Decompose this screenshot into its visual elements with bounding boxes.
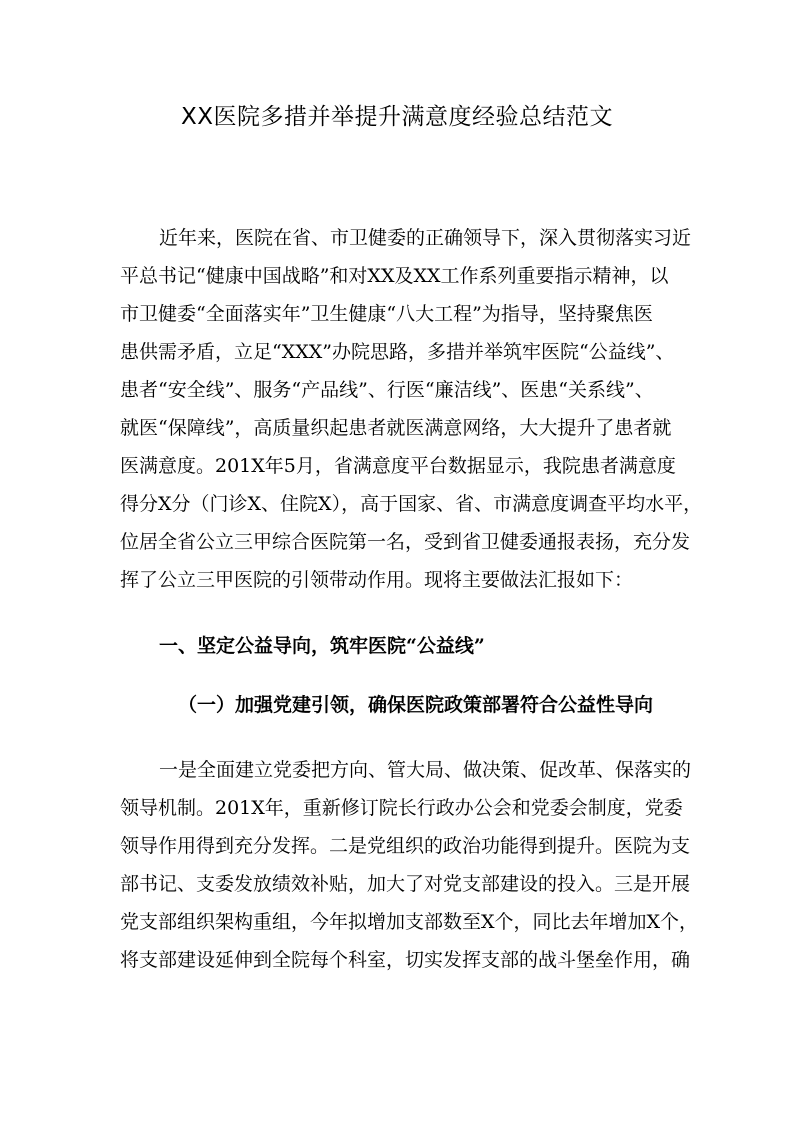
paragraph-line: 位居全省公立三甲综合医院第一名，受到省卫健委通报表扬，充分发 — [120, 531, 691, 553]
paragraph-line: 患者“安全线”、服务“产品线”、行医“廉洁线”、医患“关系线”、 — [120, 379, 654, 401]
paragraph-line: 平总书记“健康中国战略”和对XX及XX工作系列重要指示精神，以 — [120, 265, 669, 287]
paragraph-line: 领导机制。201X年，重新修订院长行政办公会和党委会制度，党委 — [120, 797, 683, 819]
paragraph-line: 医满意度。201X年5月，省满意度平台数据显示，我院患者满意度 — [120, 455, 676, 477]
section-heading-1: 一、坚定公益导向，筑牢医院“公益线” — [159, 635, 485, 657]
document-title: XX医院多措并举提升满意度经验总结范文 — [180, 104, 613, 130]
paragraph-line: 一是全面建立党委把方向、管大局、做决策、促改革、保落实的 — [159, 759, 692, 781]
paragraph-line: 部书记、支委发放绩效补贴，加大了对党支部建设的投入。三是开展 — [120, 873, 691, 895]
paragraph-line: 将支部建设延伸到全院每个科室，切实发挥支部的战斗堡垒作用，确 — [120, 949, 691, 971]
paragraph-line: 就医“保障线”，高质量织起患者就医满意网络，大大提升了患者就 — [120, 417, 672, 439]
paragraph-line: 患供需矛盾，立足“XXX”办院思路，多措并举筑牢医院“公益线”、 — [120, 341, 675, 363]
paragraph-line: 得分X分（门诊X、住院X），高于国家、省、市满意度调查平均水平， — [120, 493, 703, 515]
paragraph-line: 党支部组织架构重组，今年拟增加支部数至X个，同比去年增加X个， — [120, 911, 699, 933]
paragraph-line: 领导作用得到充分发挥。二是党组织的政治功能得到提升。医院为支 — [120, 835, 691, 857]
paragraph-line: 挥了公立三甲医院的引领带动作用。现将主要做法汇报如下： — [120, 569, 634, 591]
paragraph-line: 近年来，医院在省、市卫健委的正确领导下，深入贯彻落实习近 — [159, 227, 692, 249]
subsection-heading-1: （一）加强党建引领，确保医院政策部署符合公益性导向 — [178, 694, 654, 716]
paragraph-line: 市卫健委“全面落实年”卫生健康“八大工程”为指导，坚持聚焦医 — [120, 303, 653, 325]
